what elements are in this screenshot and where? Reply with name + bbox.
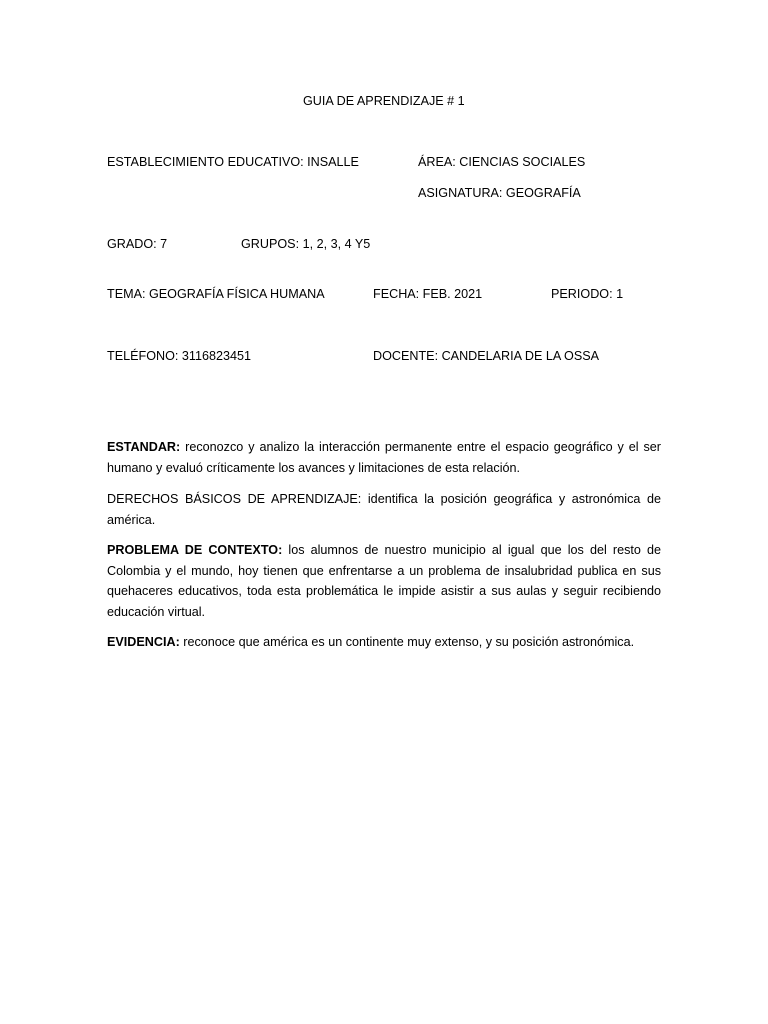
periodo-field: PERIODO: 1 (551, 287, 624, 301)
evidencia-text: reconoce que américa es un continente muy extenso, y su posición astronómica. (179, 635, 635, 649)
estandar-text: reconozco y analizo la interacción permanente entre el espacio geográfico y el ser humano y evaluó críticamente los avances y limitaciones de esta relación. (107, 440, 661, 475)
problema-text: los alumnos de nuestro municipio al igual que los del resto de Colombia y el mundo, hoy tienen que enfrentarse a un problema de insalubridad publica en sus quehaceres educativos, toda esta problemática le impide asistir a sus aulas y seguir recibiendo educación virtual. (107, 543, 661, 619)
dba-text: DERECHOS BÁSICOS DE APRENDIZAJE: identifica la posición geográfica y astronómica de américa. (107, 492, 661, 527)
grado-field: GRADO: 7 (107, 237, 168, 251)
grupos-field: GRUPOS: 1, 2, 3, 4 Y5 (241, 237, 371, 251)
evidencia-section (107, 632, 661, 653)
area-field: ÁREA: CIENCIAS SOCIALES (418, 155, 586, 169)
asignatura-field: ASIGNATURA: GEOGRAFÍA (418, 186, 581, 200)
docente-field: DOCENTE: CANDELARIA DE LA OSSA (373, 349, 600, 363)
problema-section (107, 540, 661, 622)
evidencia-label: EVIDENCIA: (107, 635, 180, 649)
fecha-field: FECHA: FEB. 2021 (373, 287, 483, 301)
document-title: GUIA DE APRENDIZAJE # 1 (303, 94, 465, 108)
estandar-label: ESTANDAR: (107, 440, 181, 454)
telefono-field: TELÉFONO: 3116823451 (107, 349, 251, 363)
tema-field: TEMA: GEOGRAFÍA FÍSICA HUMANA (107, 287, 325, 301)
dba-section (107, 489, 661, 530)
estandar-section (107, 437, 661, 478)
establecimiento-field: ESTABLECIMIENTO EDUCATIVO: INSALLE (107, 155, 359, 169)
problema-label: PROBLEMA DE CONTEXTO: (107, 543, 283, 557)
